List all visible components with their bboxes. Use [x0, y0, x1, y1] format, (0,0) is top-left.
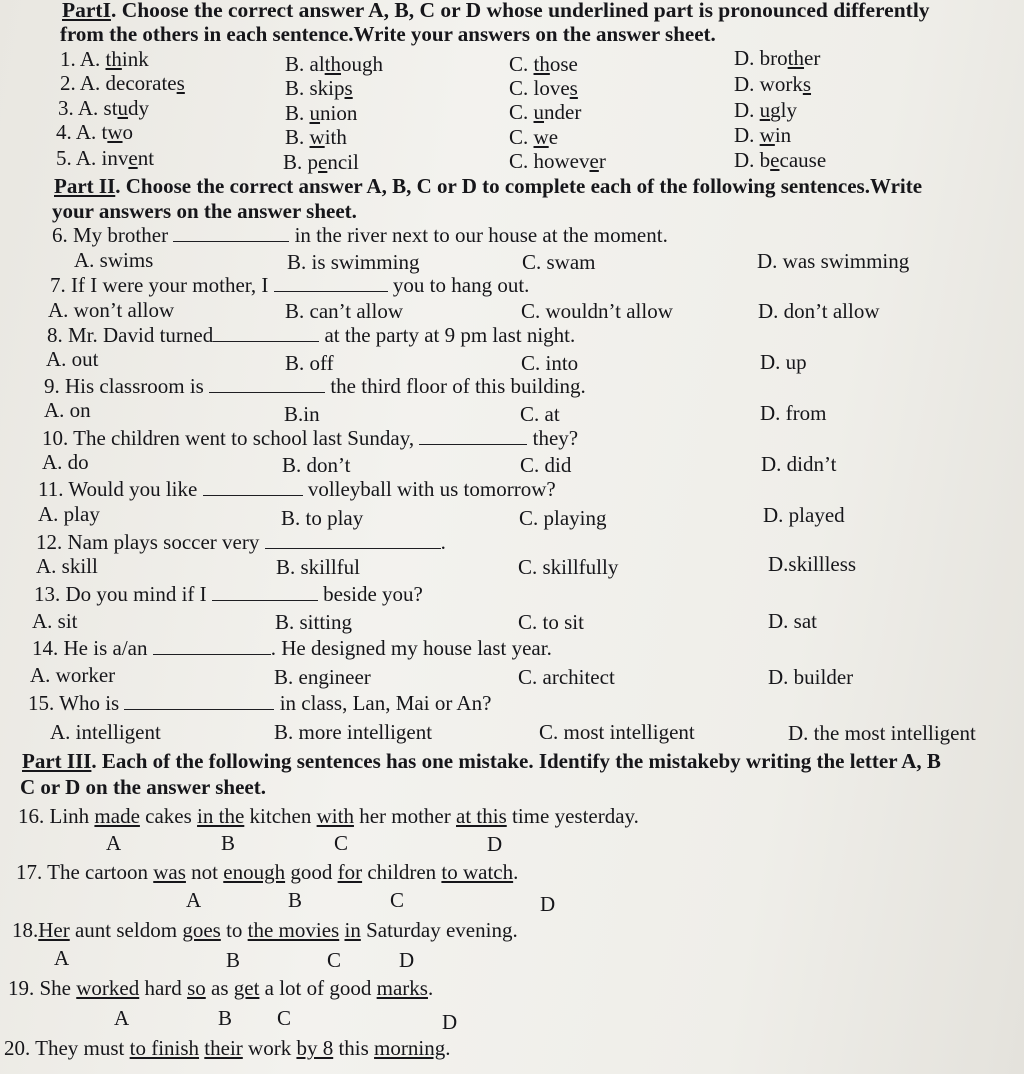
q3-option-c: C. under: [509, 100, 582, 124]
q14-option-d: D. builder: [768, 665, 854, 689]
q7-option-d: D. don’t allow: [758, 299, 880, 323]
question-14: 14. He is a/an . He designed my house last year.: [32, 636, 552, 660]
q15-option-a: A. intelligent: [50, 720, 161, 744]
q19-letter-a: A: [114, 1006, 130, 1030]
answer-blank: [265, 531, 441, 549]
q18-letter-c: C: [327, 948, 342, 972]
q2-option-c: C. loves: [509, 76, 578, 100]
q3-option-d: D. ugly: [734, 98, 798, 122]
q8-option-b: B. off: [285, 351, 334, 375]
question-2: 2. A. decorates: [60, 71, 185, 95]
q12-option-a: A. skill: [36, 554, 98, 578]
q6-option-d: D. was swimming: [757, 249, 910, 273]
answer-blank: [203, 478, 303, 496]
q5-option-c: C. however: [509, 149, 606, 173]
part2-heading: Part II. Choose the correct answer A, B, C or D to complete each of the following sentences.Write: [54, 174, 923, 198]
q10-option-b: B. don’t: [282, 453, 351, 477]
part3-heading-line2: C or D on the answer sheet.: [20, 775, 266, 799]
part1-heading: PartI. Choose the correct answer A, B, C or D whose underlined part is pronounced differently: [62, 0, 930, 22]
q7-option-a: A. won’t allow: [48, 298, 175, 322]
q6-option-a: A. swims: [74, 248, 154, 272]
question-16: 16. Linh made cakes in the kitchen with her mother at this time yesterday.: [18, 804, 639, 828]
q9-option-a: A. on: [44, 398, 91, 422]
q11-option-b: B. to play: [281, 506, 364, 530]
question-10: 10. The children went to school last Sunday, they?: [42, 426, 579, 450]
q11-option-d: D. played: [763, 503, 845, 527]
answer-blank: [209, 375, 325, 393]
q1-option-c: C. those: [509, 52, 578, 76]
question-6: 6. My brother in the river next to our house at the moment.: [52, 223, 668, 247]
q4-option-c: C. we: [509, 125, 559, 149]
question-5: 5. A. invent: [56, 146, 155, 170]
q7-option-c: C. wouldn’t allow: [521, 299, 673, 323]
question-19: 19. She worked hard so as get a lot of good marks.: [8, 976, 434, 1000]
answer-blank: [124, 692, 274, 710]
q16-letter-c: C: [334, 831, 349, 855]
q13-option-c: C. to sit: [518, 610, 584, 634]
q1-option-b: B. although: [285, 52, 384, 76]
question-20: 20. They must to finish their work by 8 this morning.: [4, 1036, 451, 1060]
q4-option-d: D. win: [734, 123, 792, 147]
question-13: 13. Do you mind if I beside you?: [34, 582, 423, 606]
q9-option-b: B.in: [284, 402, 320, 426]
q2-option-d: D. works: [734, 72, 812, 96]
q12-option-c: C. skillfully: [518, 555, 619, 579]
question-3: 3. A. study: [58, 96, 150, 120]
q9-option-d: D. from: [760, 401, 827, 425]
q19-letter-c: C: [277, 1006, 292, 1030]
part1-heading-line2: from the others in each sentence.Write your answers on the answer sheet.: [60, 22, 716, 46]
answer-blank: [212, 583, 318, 601]
question-18: 18.Her aunt seldom goes to the movies in Saturday evening.: [12, 918, 518, 942]
answer-blank: [274, 274, 388, 292]
question-4: 4. A. two: [56, 120, 134, 144]
q1-option-d: D. brother: [734, 46, 821, 70]
question-1: 1. A. think: [60, 47, 149, 71]
q18-letter-b: B: [226, 948, 241, 972]
q15-option-b: B. more intelligent: [274, 720, 433, 744]
part2-heading-line2: your answers on the answer sheet.: [52, 199, 357, 223]
q9-option-c: C. at: [520, 402, 560, 426]
q12-option-b: B. skillful: [276, 555, 361, 579]
q10-option-a: A. do: [42, 450, 89, 474]
q17-letter-a: A: [186, 888, 202, 912]
q18-letter-a: A: [54, 946, 70, 970]
q13-option-a: A. sit: [32, 609, 78, 633]
q6-option-c: C. swam: [522, 250, 596, 274]
q14-option-a: A. worker: [30, 663, 116, 687]
question-7: 7. If I were your mother, I you to hang out.: [50, 273, 530, 297]
q8-option-d: D. up: [760, 350, 807, 374]
q14-option-b: B. engineer: [274, 665, 371, 689]
answer-blank: [153, 637, 271, 655]
q5-option-d: D. because: [734, 148, 827, 172]
q19-letter-b: B: [218, 1006, 233, 1030]
q3-option-b: B. union: [285, 101, 358, 125]
answer-blank: [173, 224, 289, 242]
q8-option-c: C. into: [521, 351, 579, 375]
q4-option-b: B. with: [285, 125, 347, 149]
q19-letter-d: D: [442, 1010, 458, 1034]
q17-letter-c: C: [390, 888, 405, 912]
q13-option-d: D. sat: [768, 609, 817, 633]
q15-option-c: C. most intelligent: [539, 720, 695, 744]
answer-blank: [213, 324, 319, 342]
q17-letter-b: B: [288, 888, 303, 912]
question-12: 12. Nam plays soccer very .: [36, 530, 446, 554]
question-17: 17. The cartoon was not enough good for children to watch.: [16, 860, 519, 884]
q13-option-b: B. sitting: [275, 610, 353, 634]
q16-letter-d: D: [487, 832, 503, 856]
question-8: 8. Mr. David turned at the party at 9 pm last night.: [47, 323, 576, 347]
q8-option-a: A. out: [46, 347, 99, 371]
q12-option-d: D.skillless: [768, 552, 857, 576]
part3-heading: Part III. Each of the following sentences has one mistake. Identify the mistakeby writing the letter A, B: [22, 749, 941, 773]
q10-option-d: D. didn’t: [761, 452, 837, 476]
q5-option-b: B. pencil: [283, 150, 359, 174]
q6-option-b: B. is swimming: [287, 250, 420, 274]
q15-option-d: D. the most intelligent: [788, 721, 976, 745]
q14-option-c: C. architect: [518, 665, 615, 689]
q11-option-a: A. play: [38, 502, 100, 526]
q7-option-b: B. can’t allow: [285, 299, 404, 323]
question-11: 11. Would you like volleyball with us tomorrow?: [38, 477, 556, 501]
q11-option-c: C. playing: [519, 506, 607, 530]
question-9: 9. His classroom is the third floor of this building.: [44, 374, 586, 398]
question-15: 15. Who is in class, Lan, Mai or An?: [28, 691, 492, 715]
q16-letter-b: B: [221, 831, 236, 855]
answer-blank: [419, 427, 527, 445]
q2-option-b: B. skips: [285, 76, 353, 100]
q10-option-c: C. did: [520, 453, 572, 477]
q16-letter-a: A: [106, 831, 122, 855]
q18-letter-d: D: [399, 948, 415, 972]
q17-letter-d: D: [540, 892, 556, 916]
